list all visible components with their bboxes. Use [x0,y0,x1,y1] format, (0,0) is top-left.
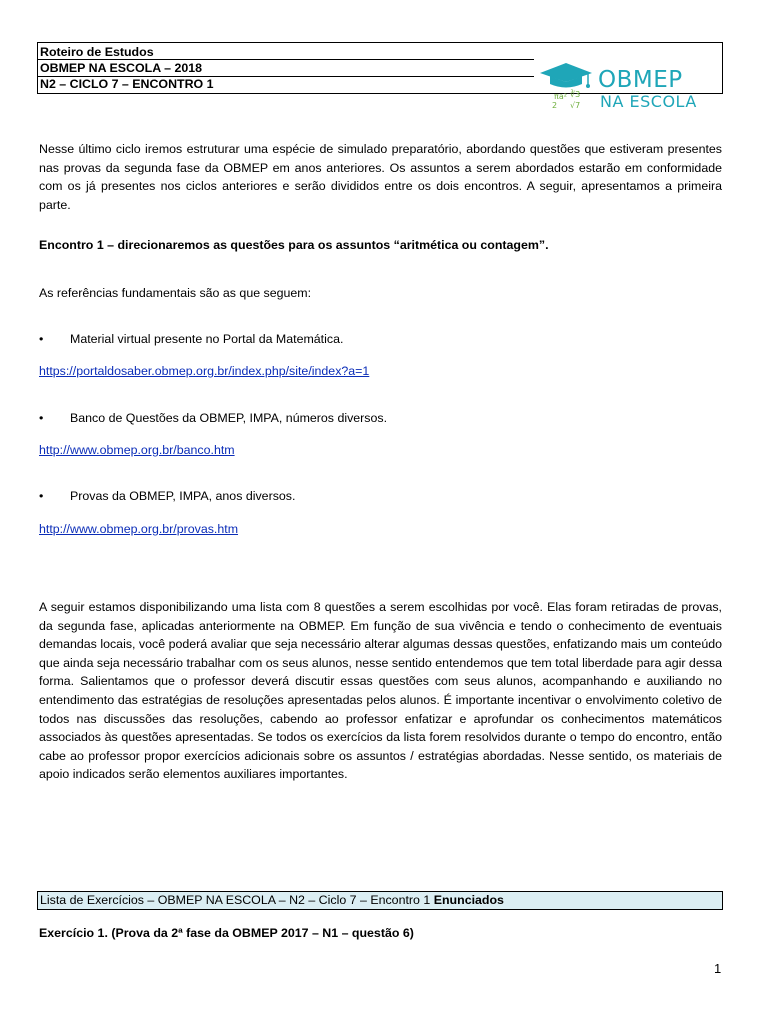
logo-text-obmep: OBMEP [598,67,683,93]
bullet: • [39,489,44,503]
reference-item: Provas da OBMEP, IMPA, anos diversos. [70,489,296,503]
reference-item: Banco de Questões da OBMEP, IMPA, números diversos. [70,411,388,425]
header-line-cycle: N2 – CICLO 7 – ENCONTRO 1 [40,77,214,91]
logo-text-na-escola: NA ESCOLA [600,92,697,111]
svg-text:πa²: πa² [554,92,567,101]
intro-paragraph: Nesse último ciclo iremos estruturar uma espécie de simulado preparatório, abordando questões que estiveram presentes nas provas da segunda fase da OBMEP em anos anteriores. Os assuntos a serem abordados estarão em conformidade com os já presentes nos ciclos anteriores e serão divididos entre os dois encontros. A seguir, apresentamos a primeira parte. [39,142,722,212]
reference-link[interactable]: http://www.obmep.org.br/provas.htm [39,522,239,536]
list-banner-text: Lista de Exercícios – OBMEP NA ESCOLA – N2 – Ciclo 7 – Encontro 1 [40,893,434,907]
exercise-list-banner [37,891,723,910]
svg-text:2: 2 [552,101,558,109]
graduation-cap-icon [536,59,598,109]
exercise-heading: Exercício 1. (Prova da 2ª fase da OBMEP 2017 – N1 – questão 6) [39,926,414,940]
list-banner-bold: Enunciados [433,893,504,907]
header-text [40,44,214,92]
reference-item: Material virtual presente no Portal da Matemática. [70,332,344,346]
svg-text:∛3: ∛3 [570,90,581,99]
header-line-title: Roteiro de Estudos [40,45,154,59]
header-line-program: OBMEP NA ESCOLA – 2018 [40,61,203,75]
main-paragraph: A seguir estamos disponibilizando uma lista com 8 questões a serem escolhidas por você. Elas foram retiradas de provas, da segunda fase, aplicadas anteriormente na OBMEP. Em função de sua vivência e tendo o conhecimento de eventuais demandas locais, você poderá avaliar que seja necessário alterar algumas dessas questões, enfatizando mais um conteúdo que ainda seja necessário trabalhar com os seus alunos, nesse sentido entendemos que tem total liberdade para agir dessa forma. Salientamos que o professor deverá discutir essas questões com seus alunos, acompanhando e auxiliando no entendimento das estratégias de resoluções apresentadas pelos alunos. É importante incentivar o envolvimento coletivo de todos nas discussões das resoluções, cabendo ao professor enfatizar e aprofundar os conhecimentos matemáticos associados às questões apresentadas. Se todos os exercícios da lista forem resolvidos durante o tempo do encontro, então cabe ao professor propor exercícios adicionais sobre os assuntos / estratégias abordadas. Nesse sentido, os materiais de apoio indicados serão elementos auxiliares importantes. [39,600,722,782]
reference-link[interactable]: http://www.obmep.org.br/banco.htm [39,443,235,457]
obmep-logo [536,59,716,109]
encontro-heading: Encontro 1 – direcionaremos as questões para os assuntos “aritmética ou contagem”. [39,238,549,252]
references-intro: As referências fundamentais são as que seguem: [39,286,312,300]
svg-text:√7: √7 [570,101,581,109]
reference-link[interactable]: https://portaldosaber.obmep.org.br/index.php/site/index?a=1 [39,364,370,378]
bullet: • [39,411,44,425]
document-header [37,42,723,111]
page-number: 1 [714,961,722,976]
bullet: • [39,332,44,346]
